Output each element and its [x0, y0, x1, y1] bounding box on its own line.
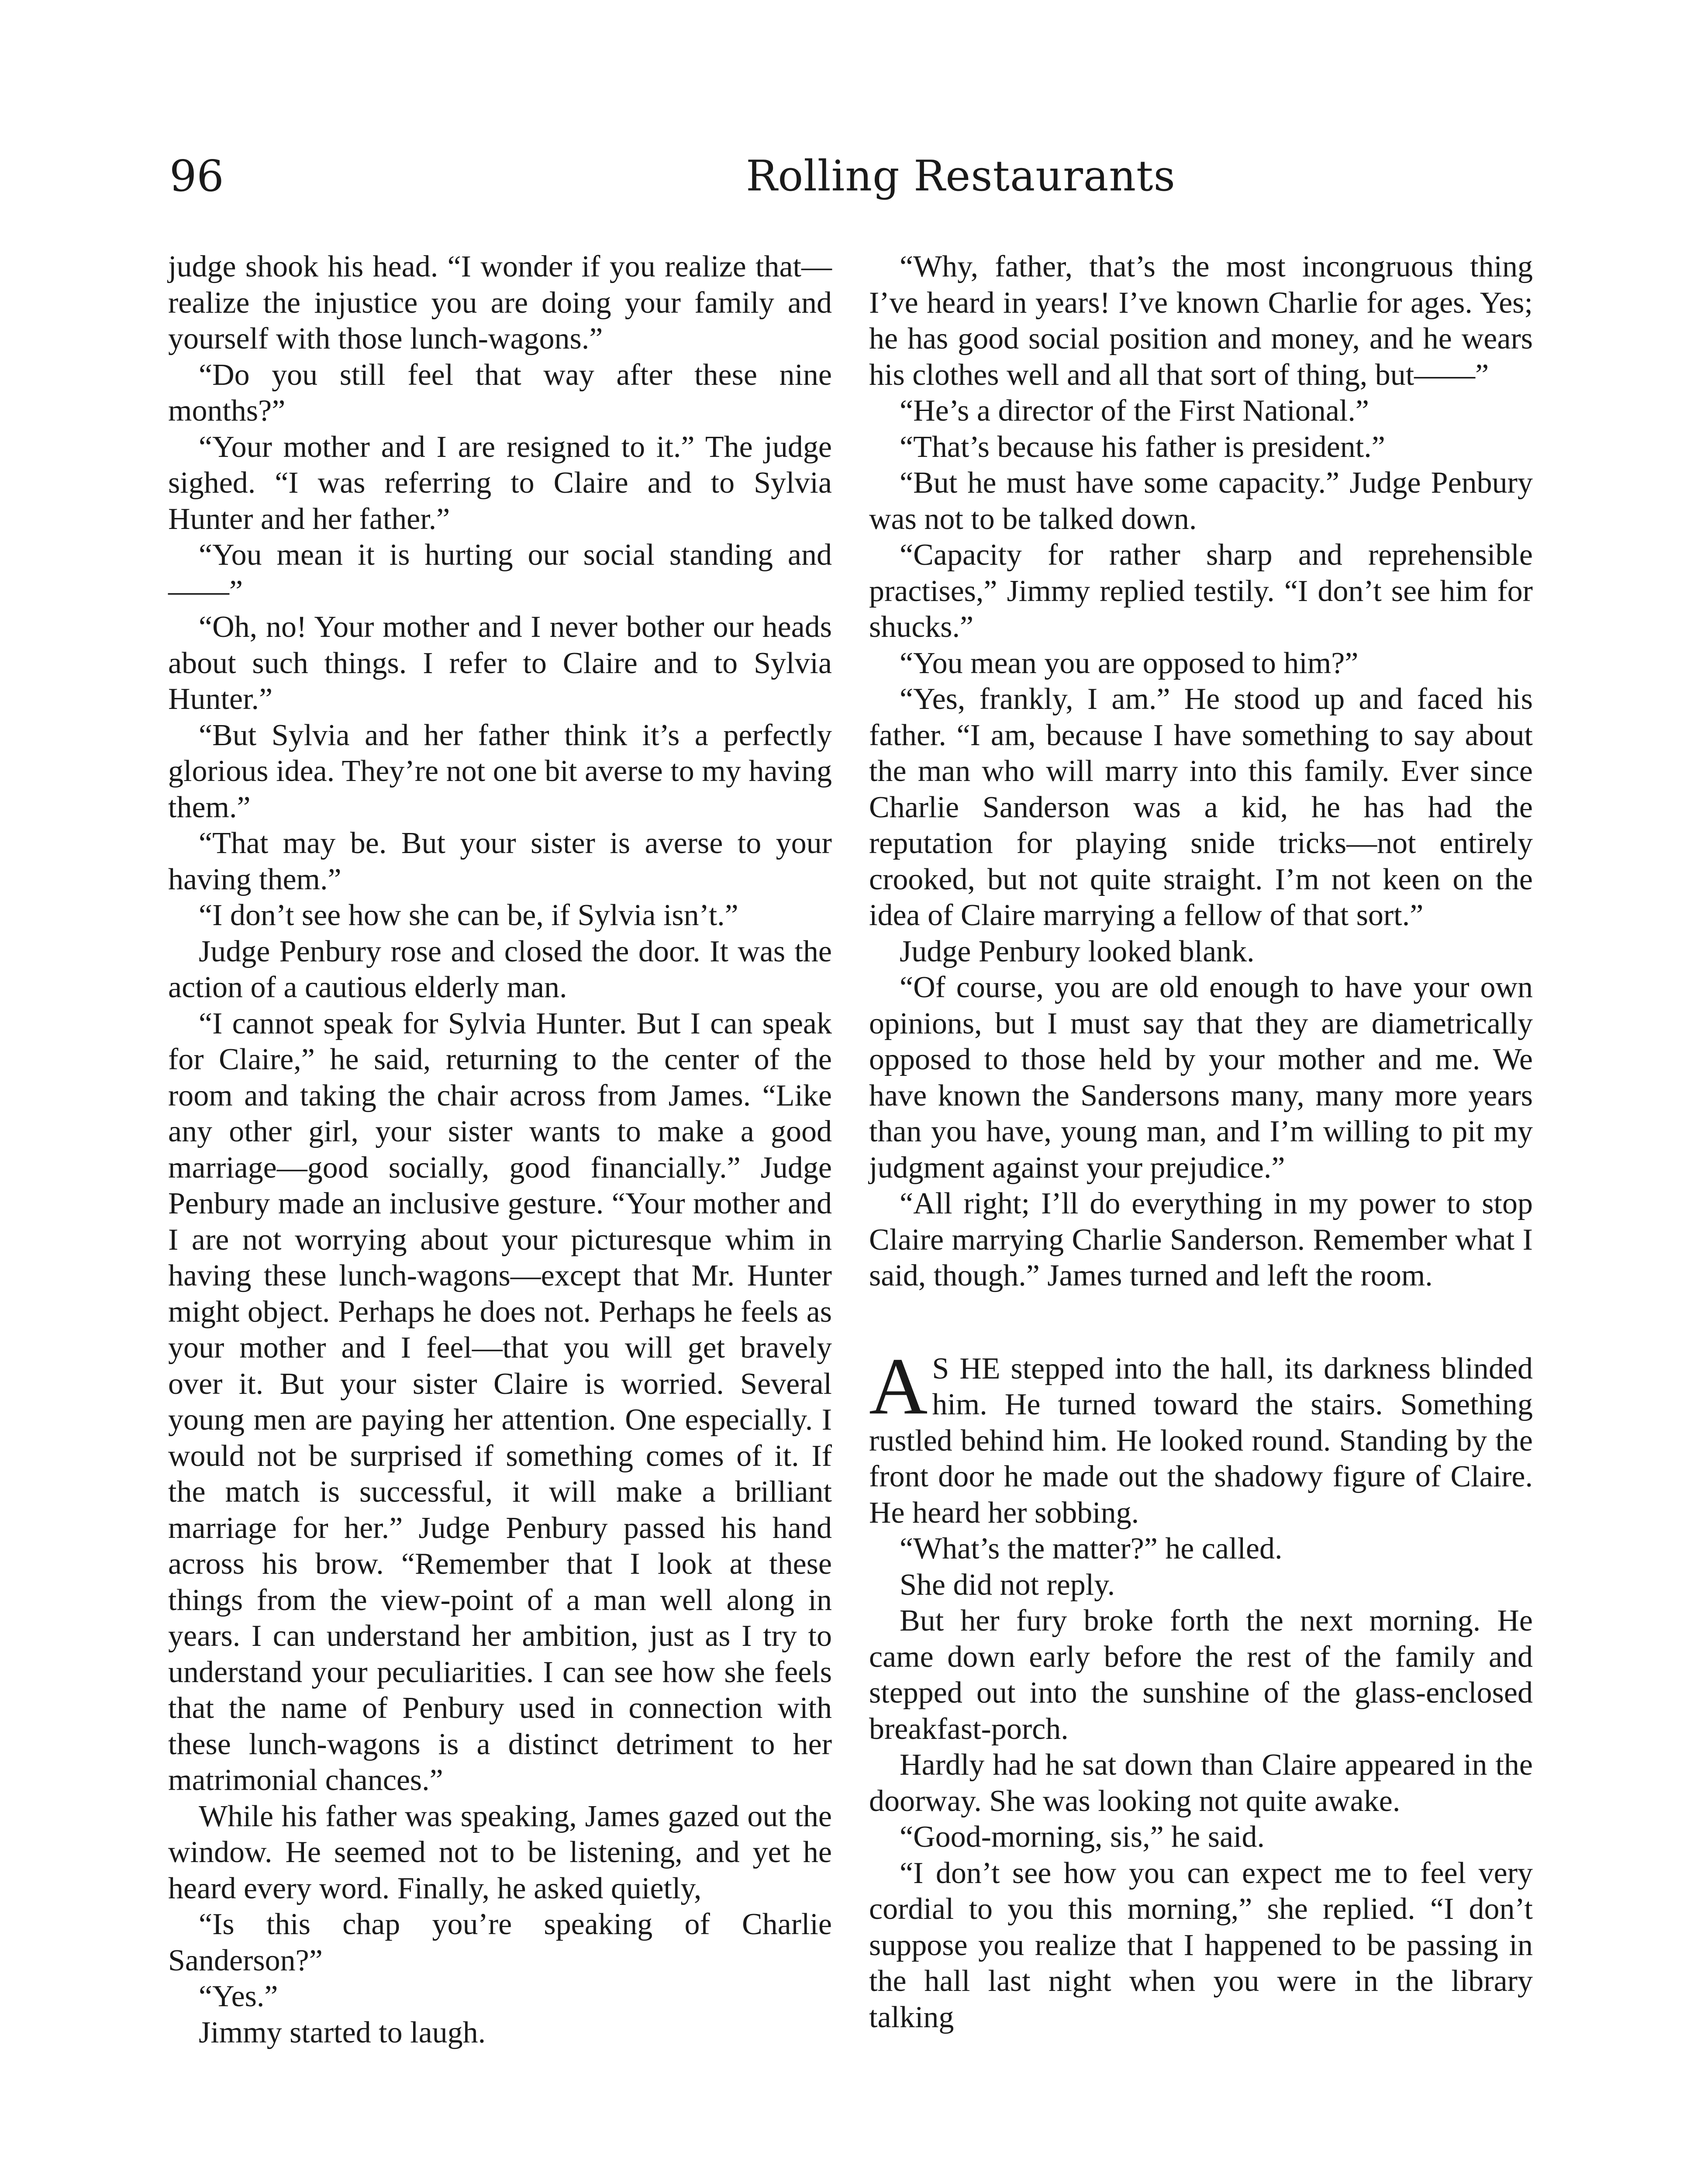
section-start-paragraph — [869, 1341, 1533, 1531]
page-number: 96 — [169, 152, 224, 201]
paragraph: But her fury broke forth the next morning. He came down early before the rest of the family and stepped out into the sunshine of the glass-enclosed breakfast-porch. — [869, 1604, 1533, 1746]
paragraph: “Good-morning, sis,” he said. — [900, 1820, 1265, 1854]
paragraph: “Why, father, that’s the most incongruous thing I’ve heard in years! I’ve known Charlie for ages. Yes; he has good social position and money, and he wears his clothes well and all that sort of thing, but——” — [869, 250, 1533, 392]
paragraph: “You mean it is hurting our social standing and——” — [168, 538, 832, 608]
paragraph: “Yes.” — [199, 1980, 278, 2013]
paragraph: “I cannot speak for Sylvia Hunter. But I can speak for Claire,” he said, returning to the center of the room and taking the chair across from James. “Like any other girl, your sister wants to make a good marriage—good socially, good financially.” Judge Penbury made an inclusive gesture. “Your mother and I are not worrying about your picturesque whim in having these lunch-wagons—except that Mr. Hunter might object. Perhaps he does not. Perhaps he feels as your mother and I feel—that you will get bravely over it. But your sister Claire is worried. Several young men are paying her attention. One especially. I would not be surprised if something comes of it. If the match is successful, it will make a brilliant marriage for her.” Judge Penbury passed his hand across his brow. “Remember that I look at these things from the view-point of a man well along in years. I can understand her ambition, just as I try to understand your peculiarities. I can see how she feels that the name of Penbury used in connection with these lunch-wagons is a distinct detriment to her matrimonial chances.” — [168, 1006, 832, 1797]
paragraph: “What’s the matter?” he called. — [900, 1532, 1283, 1565]
paragraph: “I don’t see how she can be, if Sylvia isn’t.” — [199, 898, 738, 932]
right-column — [869, 249, 1533, 2035]
paragraph: “Capacity for rather sharp and reprehensible practises,” Jimmy replied testily. “I don’t see him for shucks.” — [869, 538, 1533, 644]
paragraph: Judge Penbury rose and closed the door. It was the action of a cautious elderly man. — [168, 934, 832, 1004]
section-lead-text: S HE stepped into the hall, its darkness blinded him. He turned toward the stairs. Something rustled behind him. He looked round. Standing by the front door he made out the shadowy figure of Claire. He heard her sobbing. — [869, 1351, 1533, 1530]
running-head: Rolling Restaurants — [746, 152, 1176, 200]
paragraph: “All right; I’ll do everything in my power to stop Claire marrying Charlie Sanderson. Remember what I said, though.” James turned and left the room. — [869, 1187, 1533, 1292]
paragraph: “That may be. But your sister is averse to your having them.” — [168, 826, 832, 896]
paragraph: “But he must have some capacity.” Judge Penbury was not to be talked down. — [869, 466, 1533, 536]
paragraph: “Do you still feel that way after these nine months?” — [168, 358, 832, 428]
left-column — [168, 249, 832, 2051]
paragraph: judge shook his head. “I wonder if you realize that—realize the injustice you are doing your family and yourself with those lunch-wagons.” — [168, 250, 832, 356]
paragraph: “Of course, you are old enough to have your own opinions, but I must say that they are diametrically opposed to those held by your mother and me. We have known the Sandersons many, many more years than you have, young man, and I’m willing to pit my judgment against your prejudice.” — [869, 971, 1533, 1185]
paragraph: “Your mother and I are resigned to it.” The judge sighed. “I was referring to Claire and to Sylvia Hunter and her father.” — [168, 430, 832, 536]
paragraph: She did not reply. — [900, 1568, 1115, 1602]
paragraph: While his father was speaking, James gazed out the window. He seemed not to be listening, and yet he heard every word. Finally, he asked quietly, — [168, 1799, 832, 1905]
paragraph: Judge Penbury looked blank. — [900, 934, 1255, 968]
paragraph: “Oh, no! Your mother and I never bother our heads about such things. I refer to Claire and to Sylvia Hunter.” — [168, 610, 832, 716]
paragraph: “Yes, frankly, I am.” He stood up and faced his father. “I am, because I have something to say about the man who will marry into this family. Ever since Charlie Sanderson was a kid, he has had the reputation for playing snide tricks—not entirely crooked, but not quite straight. I’m not keen on the idea of Claire marrying a fellow of that sort.” — [869, 682, 1533, 932]
paragraph: “That’s because his father is president.” — [900, 430, 1385, 464]
paragraph: Jimmy started to laugh. — [199, 2015, 486, 2049]
drop-cap: A — [869, 1341, 928, 1431]
paragraph: “Is this chap you’re speaking of Charlie Sanderson?” — [168, 1908, 832, 1977]
paragraph: Hardly had he sat down than Claire appeared in the doorway. She was looking not quite awake. — [869, 1748, 1533, 1818]
paragraph: “He’s a director of the First National.” — [900, 394, 1369, 428]
paragraph: “But Sylvia and her father think it’s a perfectly glorious idea. They’re not one bit averse to my having them.” — [168, 718, 832, 824]
paragraph: “I don’t see how you can expect me to feel very cordial to you this morning,” she replied. “I don’t suppose you realize that I happened to be passing in the hall last night when you were in the library talking — [869, 1856, 1533, 2034]
paragraph: “You mean you are opposed to him?” — [900, 646, 1359, 680]
